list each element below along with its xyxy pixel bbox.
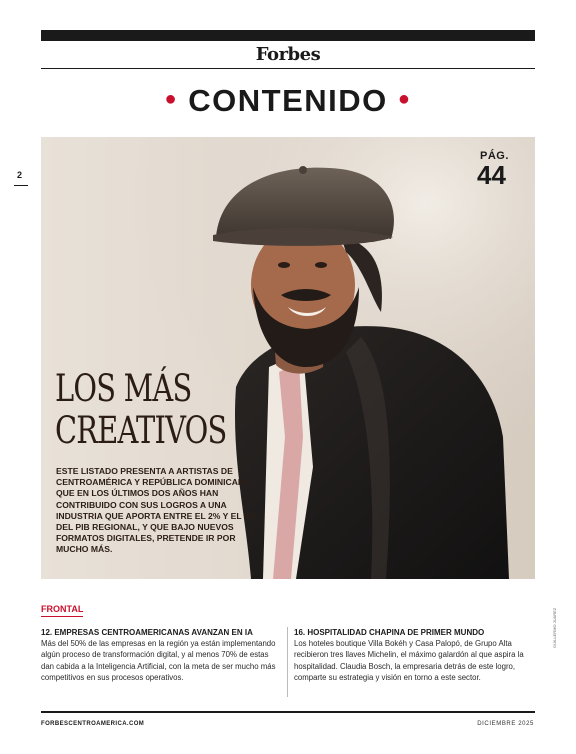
article-title[interactable]: 16. HOSPITALIDAD CHAPINA DE PRIMER MUNDO bbox=[294, 628, 485, 637]
article-item[interactable] bbox=[41, 628, 281, 683]
footer-rule bbox=[41, 711, 535, 713]
forbes-logo[interactable]: Forbes bbox=[255, 44, 321, 65]
article-body: Más del 50% de las empresas en la región ya están implementando algún proceso de transformación digital, y al menos 70% de estas dan cabida a la Inteligencia Artificial, con la meta de ser mucho más competitivos en sus procesos operativos. bbox=[41, 639, 276, 682]
article-body: Los hoteles boutique Villa Bokéh y Casa Palopó, de Grupo Alta recibieron tres llaves Michelin, el máximo galardón al que aspira la hospitalidad. Claudia Bosch, la empresaria detrás de este logro, comparte su estrategia y visión en torno a este sector. bbox=[294, 639, 524, 682]
frontal-underline bbox=[41, 616, 83, 617]
feature-title[interactable] bbox=[55, 368, 227, 452]
article-item[interactable] bbox=[294, 628, 534, 683]
footer-website[interactable]: FORBESCENTROAMERICA.COM bbox=[41, 721, 145, 727]
brand-divider bbox=[41, 68, 535, 69]
top-bar bbox=[41, 30, 535, 41]
dot-icon: ● bbox=[164, 88, 179, 111]
photo-credit: GUILLERMO JUÁREZ bbox=[552, 607, 557, 648]
dot-icon: ● bbox=[397, 88, 412, 111]
page-number: 2 bbox=[17, 170, 23, 180]
frontal-label: FRONTAL bbox=[41, 604, 84, 614]
feature-title-line: CREATIVOS bbox=[55, 409, 227, 452]
page-ref-number[interactable]: 44 bbox=[477, 160, 506, 190]
section-title-text: CONTENIDO bbox=[188, 83, 388, 118]
feature-title-line: LOS MÁS bbox=[55, 367, 192, 410]
feature-description: ESTE LISTADO PRESENTA A ARTISTAS DE CENTROAMÉRICA Y REPÚBLICA DOMINICANA QUE EN LOS ÚLTIMOS DOS AÑOS HAN CONTRIBUIDO CON SUS LOGROS A UNA INDUSTRIA QUE APORTA ENTRE EL 2% Y EL 4% DEL PIB REGIONAL, Y QUE BAJO NUEVOS FORMATOS DIGITALES, PRETENDE IR POR MUCHO MÁS. bbox=[56, 466, 257, 555]
column-divider bbox=[287, 627, 288, 697]
article-title[interactable]: 12. EMPRESAS CENTROAMERICANAS AVANZAN EN IA bbox=[41, 628, 253, 637]
page-number-rule bbox=[14, 185, 28, 186]
section-title bbox=[0, 83, 576, 119]
page-ref-label: PÁG. bbox=[480, 150, 509, 162]
footer-date: DICIEMBRE 2025 bbox=[477, 721, 534, 727]
